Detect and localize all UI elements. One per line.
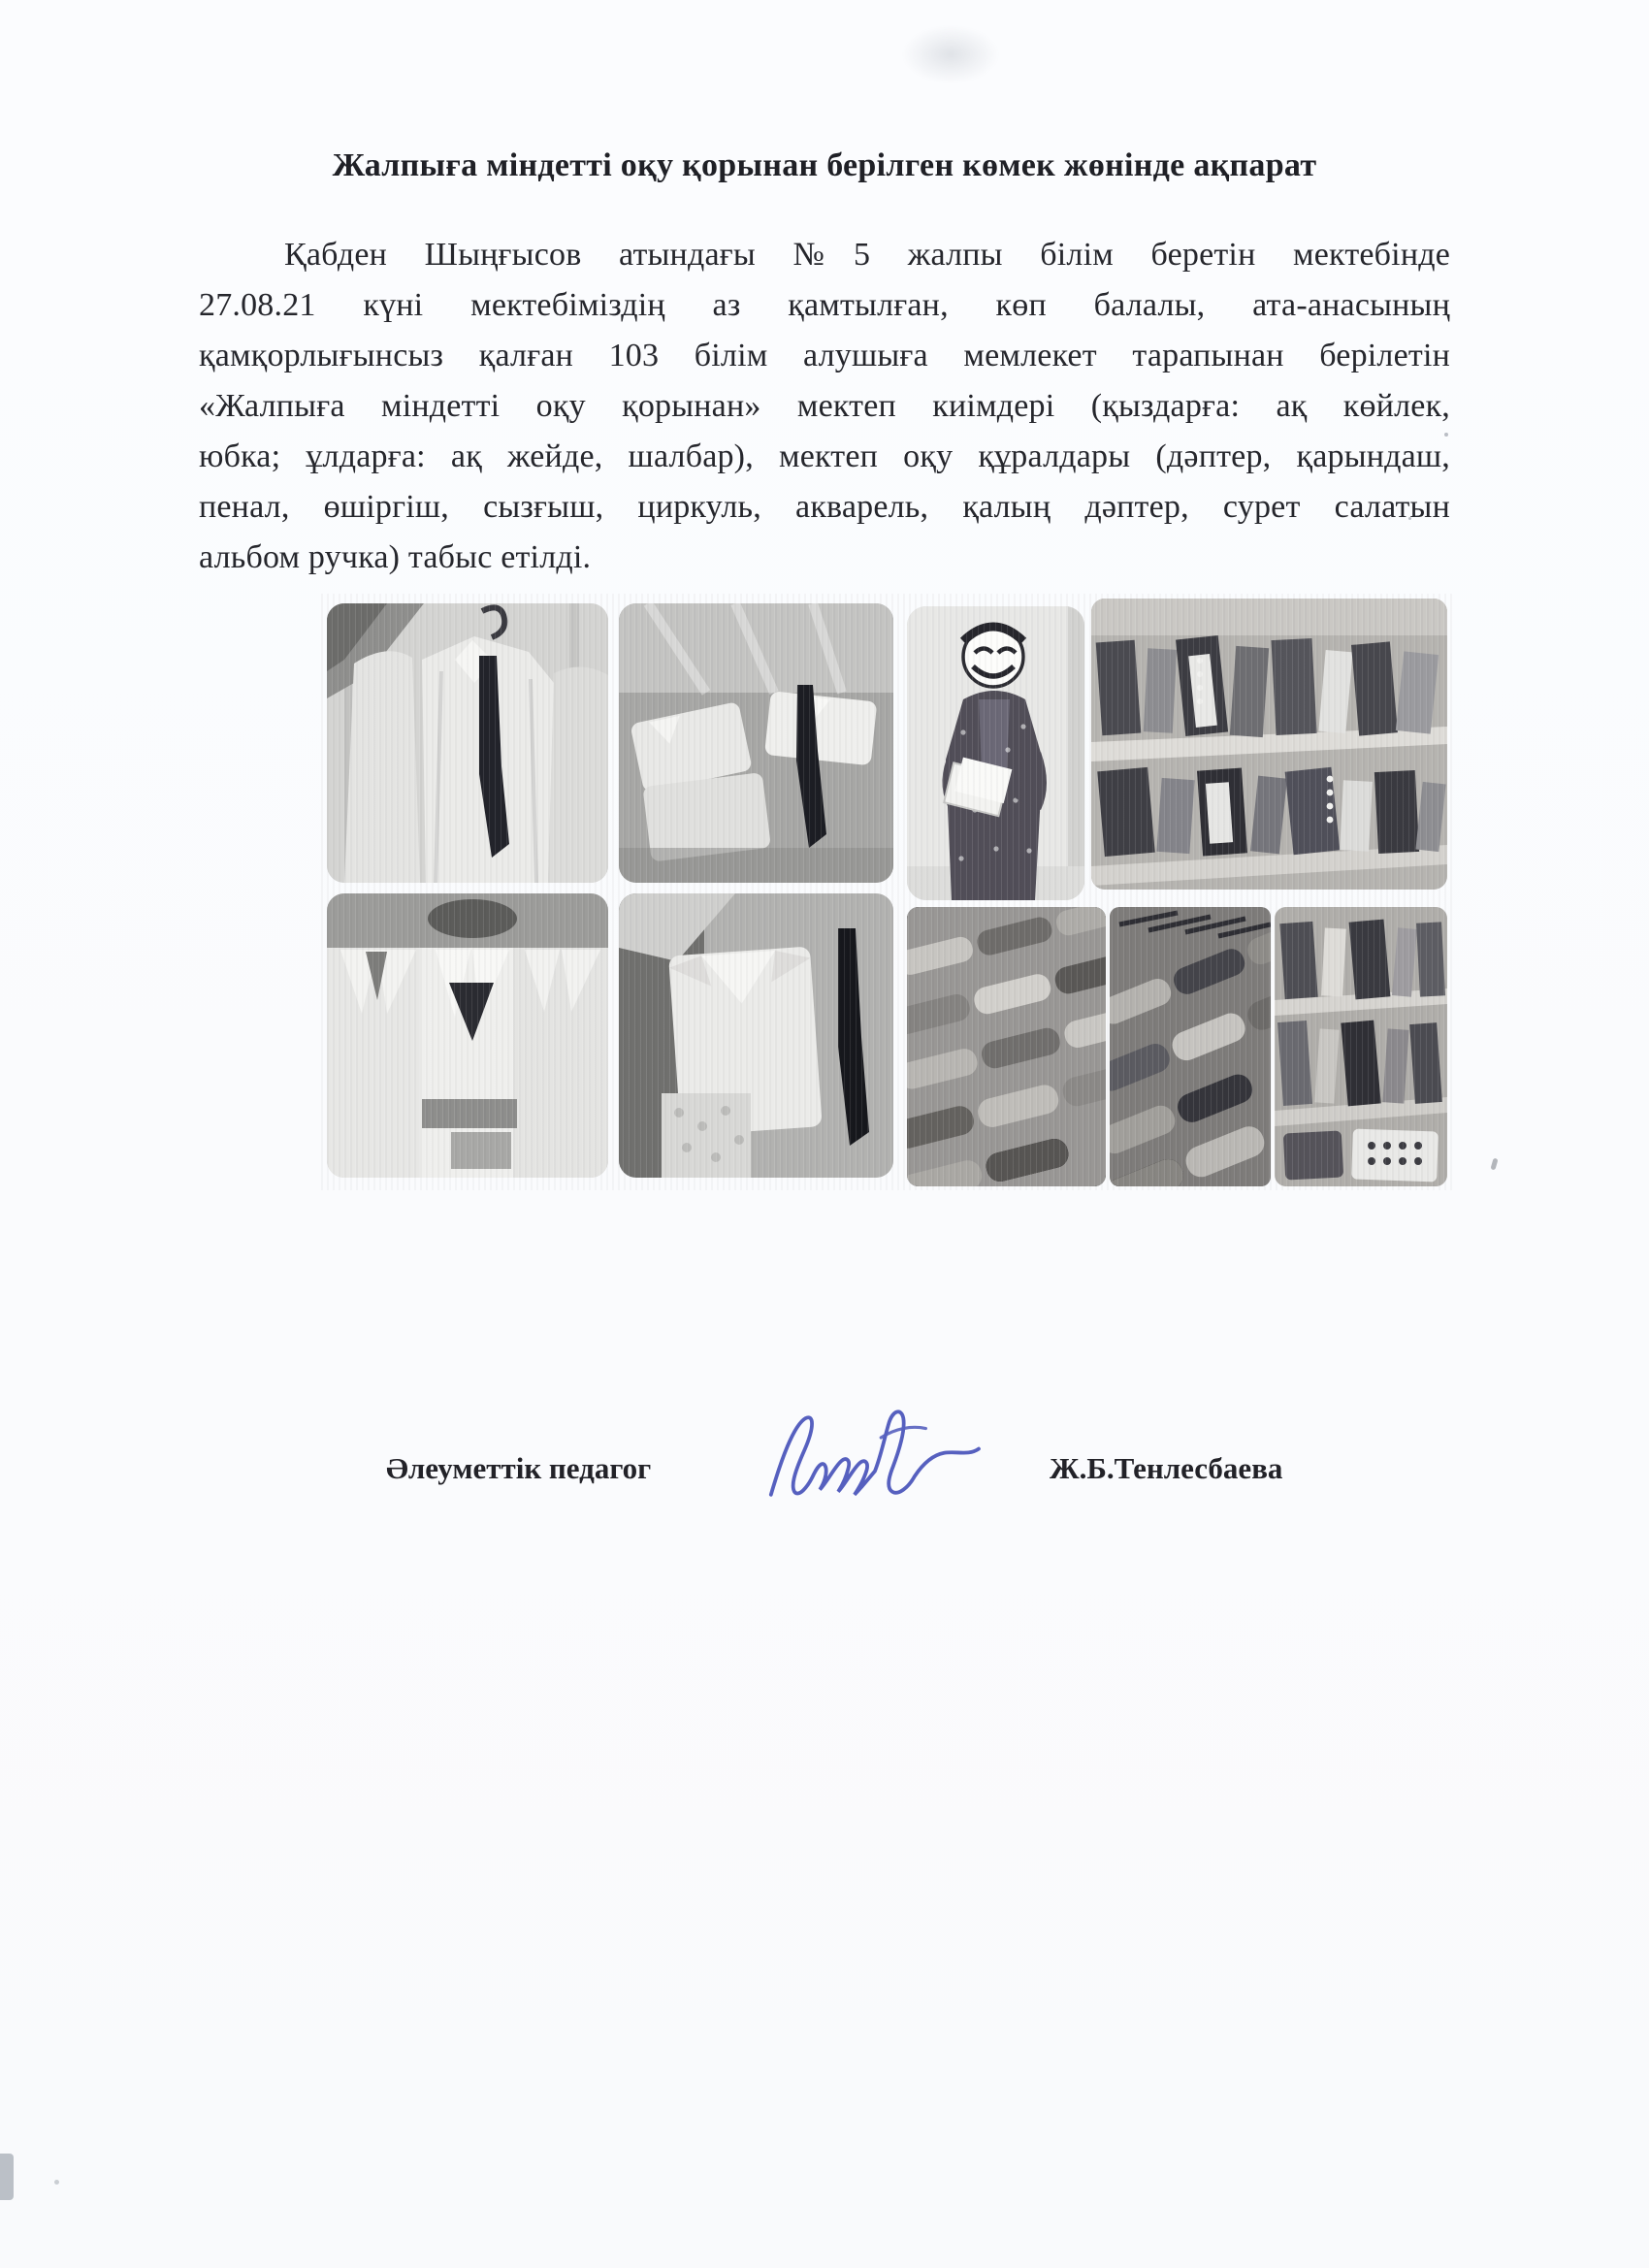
photo-supplies-shelf bbox=[1091, 599, 1447, 890]
signature-name: Ж.Б.Тенлесбаева bbox=[1050, 1451, 1283, 1485]
paragraph-line: альбом ручка) табыс етілді. bbox=[199, 539, 592, 575]
photo-shirts-laid-out bbox=[327, 893, 608, 1178]
document-title: Жалпыға міндетті оқу қорынан берілген көмек жөнінде ақпарат bbox=[332, 147, 1317, 183]
photo-stationery-shelf bbox=[1275, 907, 1447, 1186]
signature-stroke bbox=[771, 1411, 979, 1494]
handwritten-signature bbox=[755, 1389, 999, 1527]
paragraph-line: 27.08.21 күні мектебіміздің аз қамтылған, көп балалы, ата-анасының bbox=[199, 287, 1450, 323]
scan-edge-mark bbox=[0, 2154, 14, 2200]
document-paragraph bbox=[199, 230, 1450, 583]
scan-mark bbox=[1490, 1158, 1498, 1171]
scan-speck bbox=[54, 2180, 59, 2185]
paragraph-line: «Жалпыға міндетті оқу қорынан» мектеп киімдері (қыздарға: ақ көйлек, bbox=[199, 388, 1450, 424]
scan-smudge bbox=[902, 25, 999, 83]
photo-folded-shirt-dark-tie bbox=[619, 893, 893, 1178]
uniforms-photo-collage bbox=[327, 603, 901, 1178]
paragraph-line: пенал, өшіргіш, сызғыш, циркуль, акварель, қалың дәптер, сурет салатын bbox=[199, 489, 1450, 525]
photo-stacked-pencil-cases bbox=[1110, 907, 1271, 1186]
photo-pencil-case-rows bbox=[907, 907, 1106, 1186]
paragraph-line: Қабден Шыңғысов атындағы №5 жалпы білім беретін мектебінде bbox=[284, 237, 1450, 273]
photo-shirts-hanging bbox=[327, 603, 608, 883]
paragraph-line: қамқорлығынсыз қалған 103 білім алушыға мемлекет тарапынан берілетін bbox=[199, 338, 1450, 373]
photo-person-smiley-face bbox=[907, 606, 1084, 900]
paragraph-line: юбка; ұлдарға: ақ жейде, шалбар), мектеп оқу құралдары (дәптер, қарындаш, bbox=[199, 438, 1450, 474]
signature-role-label: Әлеуметтік педагог bbox=[386, 1451, 652, 1485]
supplies-photo-collage bbox=[907, 599, 1447, 1186]
photo-folded-shirts-tie bbox=[619, 603, 893, 883]
